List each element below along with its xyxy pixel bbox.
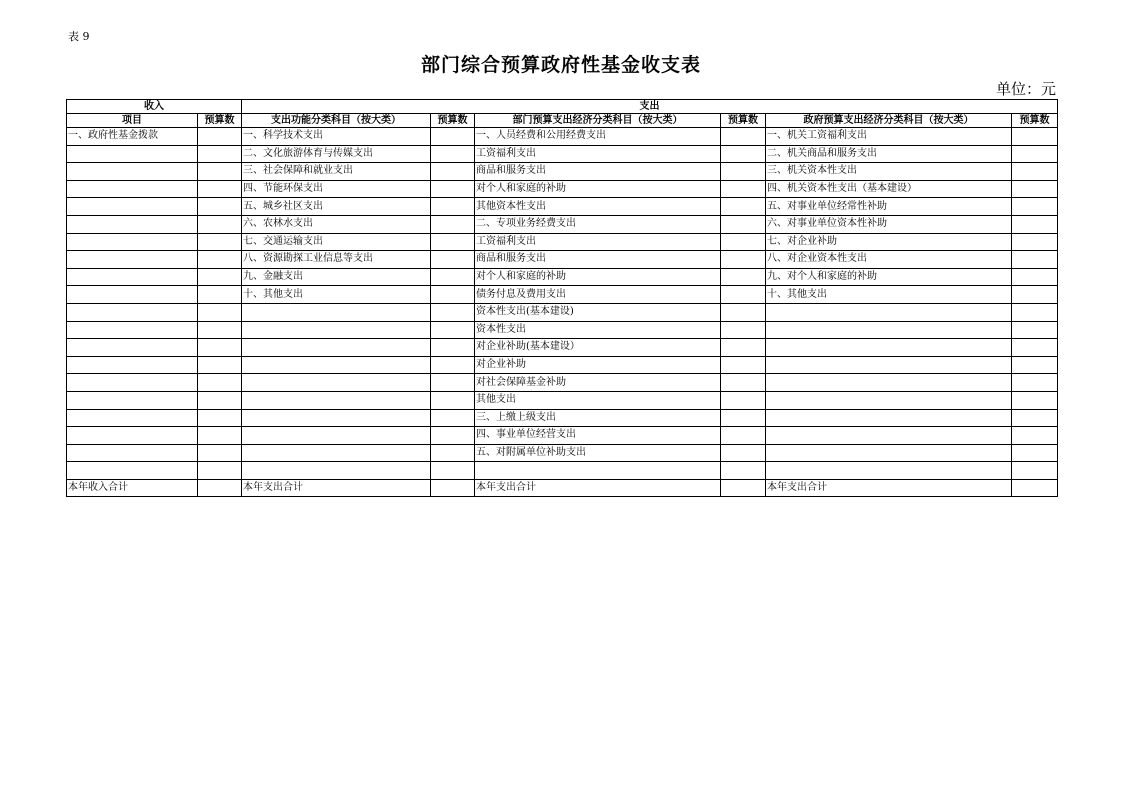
function-category-cell: 三、社会保障和就业支出 xyxy=(242,163,431,181)
dept-economic-category-cell: 对企业补助(基本建设） xyxy=(475,339,721,357)
total-row xyxy=(67,479,1058,497)
function-budget-cell xyxy=(431,198,475,216)
gov-economic-category-cell: 五、对事业单位经常性补助 xyxy=(766,198,1012,216)
dept-economic-budget-cell xyxy=(721,391,766,409)
dept-economic-category-cell: 对社会保障基金补助 xyxy=(475,374,721,392)
income-budget-cell xyxy=(198,339,242,357)
income-item-cell xyxy=(67,303,198,321)
dept-economic-category-cell: 二、专项业务经费支出 xyxy=(475,215,721,233)
dept-economic-budget-cell xyxy=(721,409,766,427)
function-category-cell xyxy=(242,462,431,480)
dept-economic-budget-cell xyxy=(721,128,766,146)
income-budget-cell xyxy=(198,479,242,497)
gov-economic-budget-cell xyxy=(1012,163,1058,181)
income-item-cell xyxy=(67,180,198,198)
gov-economic-budget-cell xyxy=(1012,286,1058,304)
table-row xyxy=(67,444,1058,462)
table-row xyxy=(67,268,1058,286)
expense-header: 支出 xyxy=(242,100,1058,114)
income-budget-cell xyxy=(198,427,242,445)
table-row xyxy=(67,462,1058,480)
function-category-cell xyxy=(242,391,431,409)
dept-economic-category-cell: 商品和服务支出 xyxy=(475,251,721,269)
function-budget-cell xyxy=(431,286,475,304)
dept-economic-budget-cell xyxy=(721,251,766,269)
table-row xyxy=(67,303,1058,321)
dept-economic-category-cell: 其他支出 xyxy=(475,391,721,409)
table-row xyxy=(67,427,1058,445)
function-category-cell xyxy=(242,321,431,339)
function-category-cell: 六、农林水支出 xyxy=(242,215,431,233)
page-title: 部门综合预算政府性基金收支表 xyxy=(420,54,701,76)
income-budget-cell xyxy=(198,233,242,251)
gov-economic-budget-cell xyxy=(1012,321,1058,339)
dept-economic-budget-cell xyxy=(721,374,766,392)
income-budget-cell xyxy=(198,356,242,374)
function-category-cell: 二、文化旅游体育与传媒支出 xyxy=(242,145,431,163)
gov-economic-category-cell xyxy=(766,303,1012,321)
gov-economic-budget-cell xyxy=(1012,409,1058,427)
dept-economic-budget-cell xyxy=(721,303,766,321)
table-row xyxy=(67,286,1058,304)
table-row xyxy=(67,356,1058,374)
function-category-cell xyxy=(242,339,431,357)
function-budget-cell xyxy=(431,163,475,181)
dept-economic-budget-cell xyxy=(721,163,766,181)
income-item-cell xyxy=(67,374,198,392)
dept-economic-budget-cell xyxy=(721,479,766,497)
income-budget-cell xyxy=(198,374,242,392)
dept-economic-budget-cell xyxy=(721,462,766,480)
function-category-cell: 十、其他支出 xyxy=(242,286,431,304)
dept-economic-budget-cell xyxy=(721,268,766,286)
dept-economic-budget-cell xyxy=(721,427,766,445)
dept-economic-category-cell: 三、上缴上级支出 xyxy=(475,409,721,427)
gov-economic-category-cell xyxy=(766,427,1012,445)
gov-economic-category-cell xyxy=(766,391,1012,409)
gov-economic-category-cell: 七、对企业补助 xyxy=(766,233,1012,251)
dept-economic-category-cell: 对个人和家庭的补助 xyxy=(475,180,721,198)
function-category-cell: 四、节能环保支出 xyxy=(242,180,431,198)
unit-label: 单位：元 xyxy=(995,80,1056,98)
income-budget-cell xyxy=(198,462,242,480)
table-row xyxy=(67,339,1058,357)
gov-economic-category-cell xyxy=(766,356,1012,374)
function-category-cell: 本年支出合计 xyxy=(242,479,431,497)
function-budget-cell xyxy=(431,145,475,163)
income-item-cell xyxy=(67,286,198,304)
income-item-cell: 一、政府性基金拨款 xyxy=(67,128,198,146)
dept-economic-budget-cell xyxy=(721,286,766,304)
function-category-cell xyxy=(242,427,431,445)
function-category-cell xyxy=(242,374,431,392)
table-row xyxy=(67,215,1058,233)
function-budget-cell xyxy=(431,479,475,497)
gov-economic-category-cell: 八、对企业资本性支出 xyxy=(766,251,1012,269)
function-category-cell: 九、金融支出 xyxy=(242,268,431,286)
dept-economic-budget-cell xyxy=(721,233,766,251)
gov-economic-budget-cell xyxy=(1012,356,1058,374)
col-header-budget: 预算数 xyxy=(721,114,766,128)
gov-economic-category-cell: 本年支出合计 xyxy=(766,479,1012,497)
income-item-cell xyxy=(67,356,198,374)
income-header: 收入 xyxy=(67,100,242,114)
income-budget-cell xyxy=(198,409,242,427)
function-budget-cell xyxy=(431,427,475,445)
gov-economic-budget-cell xyxy=(1012,198,1058,216)
income-item-cell xyxy=(67,462,198,480)
gov-economic-category-cell: 六、对事业单位资本性补助 xyxy=(766,215,1012,233)
dept-economic-budget-cell xyxy=(721,321,766,339)
gov-economic-budget-cell xyxy=(1012,180,1058,198)
income-item-cell xyxy=(67,321,198,339)
function-category-cell xyxy=(242,409,431,427)
function-budget-cell xyxy=(431,215,475,233)
table-row xyxy=(67,198,1058,216)
dept-economic-category-cell: 五、对附属单位补助支出 xyxy=(475,444,721,462)
income-budget-cell xyxy=(198,163,242,181)
dept-economic-budget-cell xyxy=(721,356,766,374)
income-budget-cell xyxy=(198,215,242,233)
col-header-gov-economic-category: 政府预算支出经济分类科目（按大类） xyxy=(766,114,1012,128)
table-row xyxy=(67,321,1058,339)
income-budget-cell xyxy=(198,444,242,462)
dept-economic-budget-cell xyxy=(721,444,766,462)
gov-economic-budget-cell xyxy=(1012,427,1058,445)
income-item-cell xyxy=(67,145,198,163)
table-row xyxy=(67,251,1058,269)
income-item-cell xyxy=(67,427,198,445)
income-budget-cell xyxy=(198,286,242,304)
col-header-dept-economic-category: 部门预算支出经济分类科目（按大类） xyxy=(475,114,721,128)
income-budget-cell xyxy=(198,303,242,321)
gov-economic-category-cell: 三、机关资本性支出 xyxy=(766,163,1012,181)
dept-economic-category-cell: 工资福利支出 xyxy=(475,145,721,163)
income-item-cell: 本年收入合计 xyxy=(67,479,198,497)
function-budget-cell xyxy=(431,268,475,286)
dept-economic-category-cell: 对个人和家庭的补助 xyxy=(475,268,721,286)
gov-economic-budget-cell xyxy=(1012,251,1058,269)
gov-economic-budget-cell xyxy=(1012,268,1058,286)
income-item-cell xyxy=(67,163,198,181)
dept-economic-budget-cell xyxy=(721,180,766,198)
function-budget-cell xyxy=(431,374,475,392)
income-item-cell xyxy=(67,251,198,269)
function-category-cell: 八、资源勘探工业信息等支出 xyxy=(242,251,431,269)
gov-economic-category-cell: 十、其他支出 xyxy=(766,286,1012,304)
function-category-cell xyxy=(242,303,431,321)
group-header-row xyxy=(67,100,1058,114)
col-header-budget: 预算数 xyxy=(198,114,242,128)
table-row xyxy=(67,233,1058,251)
dept-economic-budget-cell xyxy=(721,339,766,357)
gov-economic-category-cell xyxy=(766,462,1012,480)
table-row xyxy=(67,145,1058,163)
table-number: 表 9 xyxy=(68,30,90,43)
function-budget-cell xyxy=(431,321,475,339)
gov-economic-budget-cell xyxy=(1012,339,1058,357)
income-budget-cell xyxy=(198,321,242,339)
gov-economic-budget-cell xyxy=(1012,128,1058,146)
income-item-cell xyxy=(67,339,198,357)
table-row xyxy=(67,391,1058,409)
dept-economic-budget-cell xyxy=(721,215,766,233)
function-category-cell xyxy=(242,356,431,374)
col-header-function-category: 支出功能分类科目（按大类） xyxy=(242,114,431,128)
gov-economic-budget-cell xyxy=(1012,233,1058,251)
budget-table xyxy=(66,99,1058,497)
function-category-cell: 一、科学技术支出 xyxy=(242,128,431,146)
function-budget-cell xyxy=(431,444,475,462)
gov-economic-budget-cell xyxy=(1012,374,1058,392)
gov-economic-category-cell: 九、对个人和家庭的补助 xyxy=(766,268,1012,286)
dept-economic-category-cell xyxy=(475,462,721,480)
income-item-cell xyxy=(67,215,198,233)
table-row xyxy=(67,409,1058,427)
dept-economic-category-cell: 本年支出合计 xyxy=(475,479,721,497)
gov-economic-category-cell xyxy=(766,339,1012,357)
income-item-cell xyxy=(67,409,198,427)
function-budget-cell xyxy=(431,128,475,146)
gov-economic-category-cell: 四、机关资本性支出（基本建设） xyxy=(766,180,1012,198)
table-row xyxy=(67,128,1058,146)
income-item-cell xyxy=(67,268,198,286)
gov-economic-budget-cell xyxy=(1012,303,1058,321)
gov-economic-budget-cell xyxy=(1012,391,1058,409)
gov-economic-budget-cell xyxy=(1012,444,1058,462)
gov-economic-category-cell: 二、机关商品和服务支出 xyxy=(766,145,1012,163)
function-budget-cell xyxy=(431,233,475,251)
table-row xyxy=(67,180,1058,198)
col-header-item: 项目 xyxy=(67,114,198,128)
function-budget-cell xyxy=(431,391,475,409)
function-budget-cell xyxy=(431,180,475,198)
dept-economic-category-cell: 对企业补助 xyxy=(475,356,721,374)
dept-economic-category-cell: 其他资本性支出 xyxy=(475,198,721,216)
gov-economic-category-cell xyxy=(766,409,1012,427)
dept-economic-category-cell: 资本性支出 xyxy=(475,321,721,339)
function-budget-cell xyxy=(431,409,475,427)
function-budget-cell xyxy=(431,303,475,321)
income-budget-cell xyxy=(198,128,242,146)
gov-economic-budget-cell xyxy=(1012,462,1058,480)
function-category-cell: 七、交通运输支出 xyxy=(242,233,431,251)
function-category-cell: 五、城乡社区支出 xyxy=(242,198,431,216)
dept-economic-budget-cell xyxy=(721,198,766,216)
income-item-cell xyxy=(67,444,198,462)
dept-economic-category-cell: 商品和服务支出 xyxy=(475,163,721,181)
income-budget-cell xyxy=(198,180,242,198)
income-item-cell xyxy=(67,391,198,409)
gov-economic-category-cell xyxy=(766,374,1012,392)
col-header-budget: 预算数 xyxy=(1012,114,1058,128)
dept-economic-category-cell: 工资福利支出 xyxy=(475,233,721,251)
income-budget-cell xyxy=(198,268,242,286)
dept-economic-category-cell: 资本性支出(基本建设) xyxy=(475,303,721,321)
income-budget-cell xyxy=(198,145,242,163)
function-budget-cell xyxy=(431,462,475,480)
gov-economic-category-cell xyxy=(766,444,1012,462)
dept-economic-category-cell: 一、人员经费和公用经费支出 xyxy=(475,128,721,146)
gov-economic-category-cell xyxy=(766,321,1012,339)
table-row xyxy=(67,374,1058,392)
dept-economic-category-cell: 四、事业单位经营支出 xyxy=(475,427,721,445)
gov-economic-budget-cell xyxy=(1012,145,1058,163)
table-row xyxy=(67,163,1058,181)
income-budget-cell xyxy=(198,198,242,216)
gov-economic-budget-cell xyxy=(1012,215,1058,233)
income-budget-cell xyxy=(198,251,242,269)
col-header-budget: 预算数 xyxy=(431,114,475,128)
income-budget-cell xyxy=(198,391,242,409)
income-item-cell xyxy=(67,233,198,251)
function-budget-cell xyxy=(431,251,475,269)
gov-economic-category-cell: 一、机关工资福利支出 xyxy=(766,128,1012,146)
function-category-cell xyxy=(242,444,431,462)
dept-economic-budget-cell xyxy=(721,145,766,163)
income-item-cell xyxy=(67,198,198,216)
gov-economic-budget-cell xyxy=(1012,479,1058,497)
function-budget-cell xyxy=(431,339,475,357)
dept-economic-category-cell: 债务付息及费用支出 xyxy=(475,286,721,304)
function-budget-cell xyxy=(431,356,475,374)
column-header-row xyxy=(67,114,1058,128)
